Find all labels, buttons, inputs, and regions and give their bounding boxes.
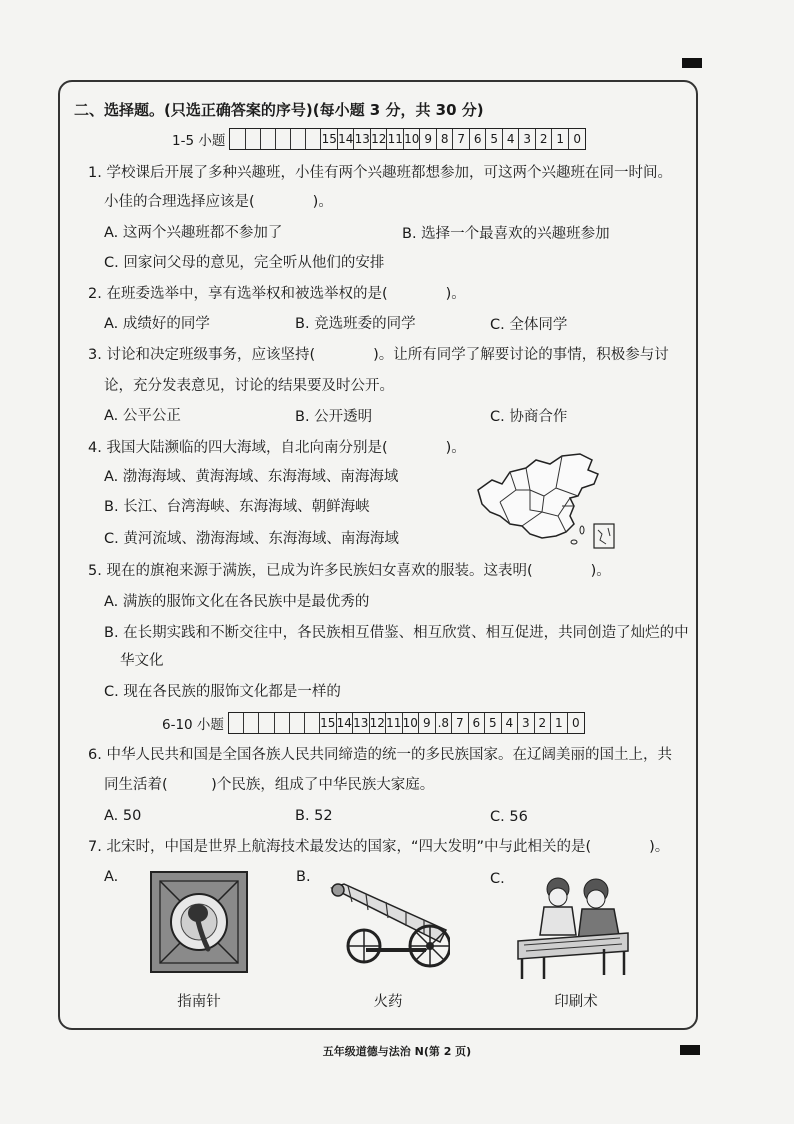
q7-option-a-letter[interactable]: A. <box>104 869 119 885</box>
strip-label: 6-10 小题 <box>162 717 224 733</box>
score-cell[interactable]: 15 <box>320 713 337 733</box>
q4-stem: 4. 我国大陆濒临的四大海域，自北向南分别是( )。 <box>88 440 466 456</box>
score-cell[interactable]: 14 <box>338 129 355 149</box>
score-cell[interactable]: 11 <box>387 129 404 149</box>
score-cell[interactable]: 10 <box>404 129 421 149</box>
q7-stem: 7. 北宋时，中国是世界上航海技术最发达的国家，“四大发明”中与此相关的是( )。 <box>88 839 670 855</box>
score-cell[interactable]: 14 <box>337 713 354 733</box>
q5-option-c[interactable]: C. 现在各民族的服饰文化都是一样的 <box>104 684 341 700</box>
score-cell[interactable]: 3 <box>519 129 536 149</box>
blank-cell[interactable] <box>306 129 321 149</box>
q4-option-a[interactable]: A. 渤海海域、黄海海域、东海海域、南海海域 <box>104 469 399 485</box>
q4-option-c[interactable]: C. 黄河流域、渤海海域、东海海域、南海海域 <box>104 531 399 547</box>
score-cell[interactable]: .8 <box>436 713 453 733</box>
blank-cell[interactable] <box>230 129 245 149</box>
q5-option-a[interactable]: A. 满族的服饰文化在各民族中是最优秀的 <box>104 594 370 610</box>
q7-option-b-caption: 火药 <box>373 994 403 1010</box>
q2-option-c[interactable]: C. 全体同学 <box>490 317 568 333</box>
score-cell[interactable]: 13 <box>354 129 371 149</box>
score-cell[interactable]: 10 <box>403 713 420 733</box>
q7-option-c-letter[interactable]: C. <box>490 871 505 887</box>
q6-option-b[interactable]: B. 52 <box>295 808 333 824</box>
q7-option-c-caption: 印刷术 <box>554 994 598 1010</box>
q3-option-c[interactable]: C. 协商合作 <box>490 409 568 425</box>
strip-label: 1-5 小题 <box>172 133 226 149</box>
blank-cell[interactable] <box>276 129 291 149</box>
q3-stem-2: 论，充分发表意见，讨论的结果要及时公开。 <box>104 378 394 394</box>
q4-option-b[interactable]: B. 长江、台湾海峡、东海海域、朝鲜海峡 <box>104 499 370 515</box>
q6-stem: 6. 中华人民共和国是全国各族人民共同缔造的统一的多民族国家。在辽阔美丽的国土上，共 <box>88 747 672 763</box>
score-cell[interactable]: 6 <box>469 713 486 733</box>
score-cell[interactable]: 1 <box>552 129 569 149</box>
q7-option-b-letter[interactable]: B. <box>296 869 311 885</box>
score-cell[interactable]: 4 <box>502 713 519 733</box>
q2-option-b[interactable]: B. 竞选班委的同学 <box>295 316 416 332</box>
blank-cell[interactable] <box>259 713 274 733</box>
q3-option-a[interactable]: A. 公平公正 <box>104 408 181 424</box>
q1-stem: 1. 学校课后开展了多种兴趣班，小佳有两个兴趣班都想参加，可这两个兴趣班在同一时间。 <box>88 165 672 181</box>
score-cell[interactable]: 6 <box>470 129 487 149</box>
score-cell[interactable]: 11 <box>386 713 403 733</box>
score-cell[interactable]: 8 <box>437 129 454 149</box>
q5-stem: 5. 现在的旗袍来源于满族，已成为许多民族妇女喜欢的服装。这表明( )。 <box>88 563 611 579</box>
score-cell[interactable]: 13 <box>353 713 370 733</box>
q1-option-c[interactable]: C. 回家问父母的意见，完全听从他们的安排 <box>104 255 385 271</box>
score-cell[interactable]: 15 <box>321 129 338 149</box>
q6-stem-2: 同生活着( )个民族，组成了中华民族大家庭。 <box>104 777 435 793</box>
q2-stem: 2. 在班委选举中，享有选举权和被选举权的是( )。 <box>88 286 466 302</box>
cannon-image[interactable] <box>326 880 450 978</box>
score-cell[interactable]: 9 <box>420 129 437 149</box>
blank-cell[interactable] <box>290 713 305 733</box>
score-cell[interactable]: 0 <box>573 132 582 146</box>
blank-cell[interactable] <box>246 129 261 149</box>
score-cell[interactable]: 1 <box>551 713 568 733</box>
score-cell[interactable]: 7 <box>453 129 470 149</box>
blank-cell[interactable] <box>275 713 290 733</box>
strip-cells <box>229 128 586 150</box>
q5-option-b[interactable]: B. 在长期实践和不断交往中，各民族相互借鉴、相互欣赏、相互促进，共同创造了灿烂的中 <box>104 625 689 641</box>
answer-strip-1 <box>172 128 586 150</box>
q1-stem-2: 小佳的合理选择应该是( )。 <box>104 194 333 210</box>
q5-option-b-2: 华文化 <box>120 653 164 669</box>
score-cell[interactable]: 5 <box>486 129 503 149</box>
score-cell[interactable]: 12 <box>370 713 387 733</box>
q2-option-a[interactable]: A. 成绩好的同学 <box>104 316 210 332</box>
score-cell[interactable]: 9 <box>419 713 436 733</box>
q3-stem: 3. 讨论和决定班级事务，应该坚持( )。让所有同学了解要讨论的事情，积极参与讨 <box>88 347 669 363</box>
strip-cells <box>228 712 585 734</box>
score-cell[interactable]: 0 <box>571 716 580 730</box>
q6-option-c[interactable]: C. 56 <box>490 809 528 825</box>
q6-option-a[interactable]: A. 50 <box>104 808 142 824</box>
q1-option-b[interactable]: B. 选择一个最喜欢的兴趣班参加 <box>402 226 610 242</box>
corner-mark-top <box>682 58 702 68</box>
q3-option-b[interactable]: B. 公开透明 <box>295 409 373 425</box>
compass-image[interactable] <box>150 871 248 973</box>
score-cell[interactable]: 7 <box>452 713 469 733</box>
blank-cell[interactable] <box>305 713 320 733</box>
answer-strip-2 <box>162 712 585 734</box>
blank-cell[interactable] <box>261 129 276 149</box>
score-cell[interactable]: 2 <box>535 713 552 733</box>
score-cell[interactable]: 2 <box>536 129 553 149</box>
q7-option-a-caption: 指南针 <box>177 994 221 1010</box>
section-title: 二、选择题。(只选正确答案的序号)(每小题 3 分，共 30 分) <box>74 101 484 119</box>
score-cell[interactable]: 4 <box>503 129 520 149</box>
score-cell[interactable]: 3 <box>518 713 535 733</box>
page-footer: 五年级道德与法治 N(第 2 页) <box>322 1045 472 1058</box>
blank-cell[interactable] <box>291 129 306 149</box>
q1-option-a[interactable]: A. 这两个兴趣班都不参加了 <box>104 225 283 241</box>
score-cell[interactable]: 12 <box>371 129 388 149</box>
score-cell[interactable]: 5 <box>485 713 502 733</box>
printing-image[interactable] <box>514 871 632 983</box>
blank-cell[interactable] <box>244 713 259 733</box>
china-map-image <box>470 450 618 552</box>
blank-cell[interactable] <box>229 713 244 733</box>
